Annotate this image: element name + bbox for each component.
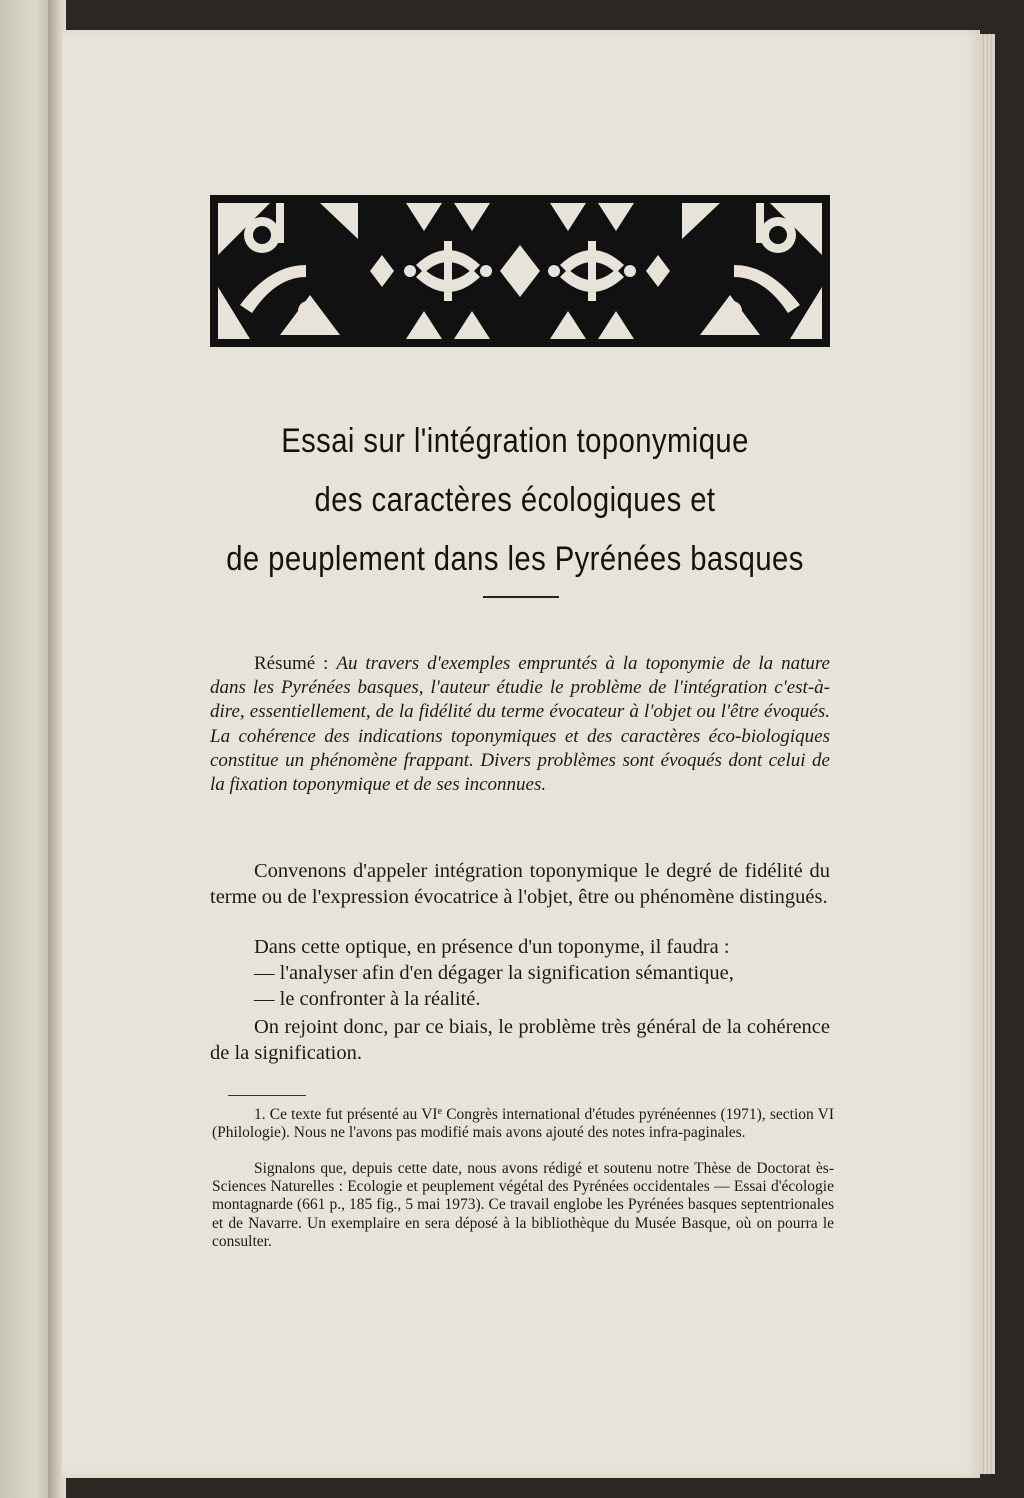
basque-ornament-banner — [210, 195, 830, 347]
footnote-divider — [228, 1095, 306, 1096]
footnote-superscript: e — [437, 1106, 443, 1117]
list-item: — le confronter à la réalité. — [254, 988, 481, 1010]
body-paragraph-1: Convenons d'appeler intégration toponymique le degré de fidélité du terme ou de l'expression évocatrice à l'objet, être ou phénomène distingués. — [210, 860, 830, 908]
title-line-3: de peuplement dans les Pyrénées basques — [226, 540, 804, 578]
footnote-1-start: 1. Ce texte fut présenté au VI — [254, 1106, 438, 1123]
article-title — [201, 412, 829, 589]
footnote-2: Signalons que, depuis cette date, nous avons rédigé et soutenu notre Thèse de Doctorat ès-Sciences Naturelles : Ecologie et peuplement végétal des Pyrénées occidentales — Essai d'écologie montagnarde (661 p., 185 fig., 5 mai 1973). Ce travail englobe les Pyrénées basques septentrionales et de Navarre. Un exemplaire en sera déposé à la bibliothèque du Musée Basque, où on pourra le consulter. — [212, 1160, 834, 1250]
abstract-text: Au travers d'exemples empruntés à la toponymie de la nature dans les Pyrénées basques, l'auteur étudie le problème de l'intégration c'est-à-dire, essentiellement, de la fidélité du terme évocateur à l'objet ou l'être évoqués. La cohérence des indications toponymiques et des caractères éco-biologiques constitue un phénomène frappant. Divers problèmes sont évoqués dont celui de la fixation toponymique et de ses inconnues. — [210, 653, 830, 796]
footnote-1-rest: Congrès international d'études pyrénéennes (1971), section VI (Philologie). Nous ne l'avons pas modifié mais avons ajouté des notes infra-paginales. — [212, 1106, 834, 1142]
title-line-2: des caractères écologiques et — [314, 481, 716, 519]
abstract — [210, 652, 830, 797]
list-item: — l'analyser afin d'en dégager la signification sémantique, — [254, 962, 734, 984]
title-divider — [483, 596, 559, 598]
body-paragraph-3: On rejoint donc, par ce biais, le problème très général de la cohérence de la signification. — [210, 1016, 830, 1064]
title-line-1: Essai sur l'intégration toponymique — [281, 422, 749, 460]
abstract-label: Résumé : — [254, 653, 337, 674]
footnote-1 — [212, 1103, 834, 1142]
body-paragraph-2: Dans cette optique, en présence d'un toponyme, il faudra : — [254, 936, 730, 958]
